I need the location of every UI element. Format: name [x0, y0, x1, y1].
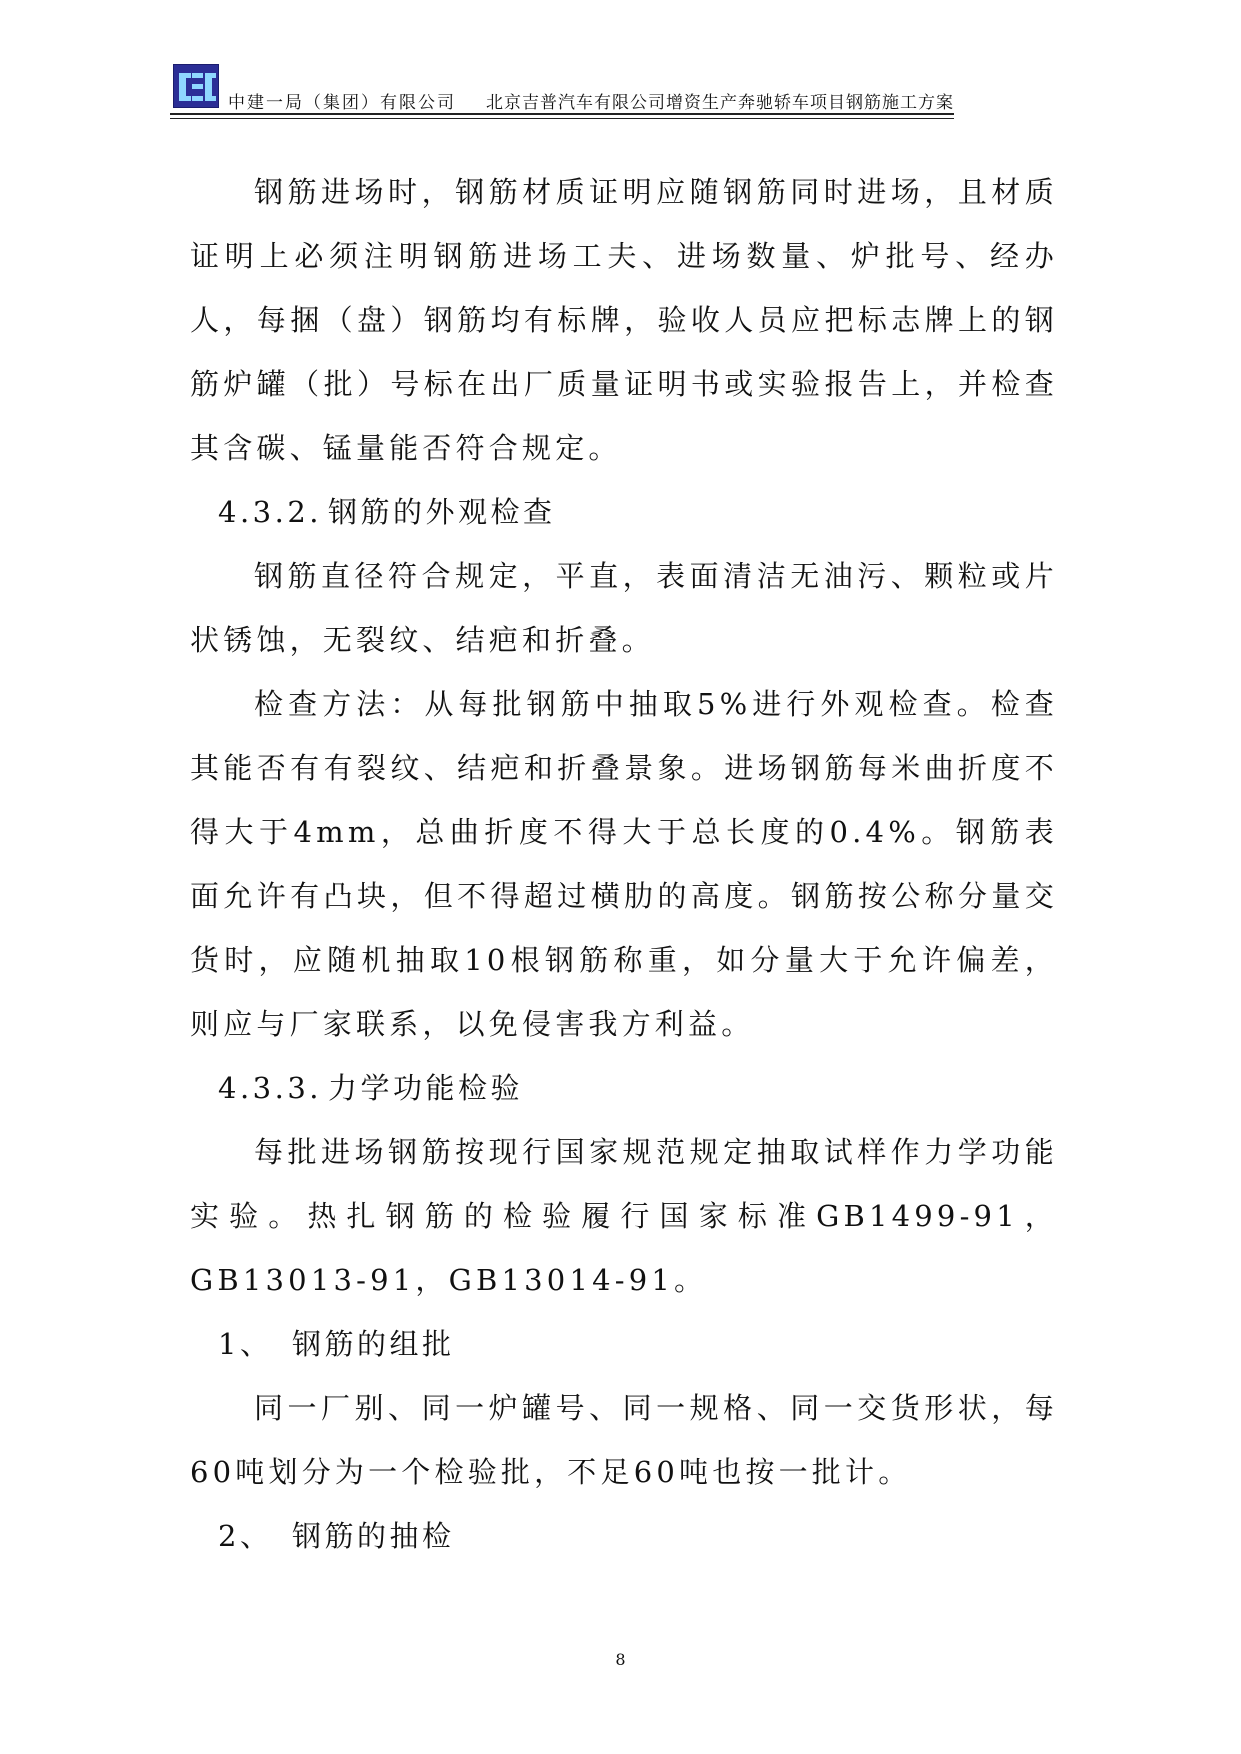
page-number: 8: [615, 1650, 626, 1669]
document-body: [190, 160, 1058, 1568]
header-project-title: 北京吉普汽车有限公司增资生产奔驰轿车项目钢筋施工方案: [486, 93, 954, 113]
paragraph-appearance-requirement: 钢筋直径符合规定，平直，表面清洁无油污、颗粒或片状锈蚀，无裂纹、结疤和折叠。: [190, 559, 1058, 657]
section-title: 钢筋的外观检查: [328, 495, 556, 529]
cscec-logo-icon: [173, 64, 219, 108]
list-item-number: 2、: [218, 1519, 273, 1553]
paragraph-material-certificate: 钢筋进场时，钢筋材质证明应随钢筋同时进场，且材质证明上必须注明钢筋进场工夫、进场数量、炉批号、经办人，每捆（盘）钢筋均有标牌，验收人员应把标志牌上的钢筋炉罐（批）号标在出厂质量证明书或实验报告上，并检查其含碳、锰量能否符合规定。: [190, 175, 1058, 465]
list-item-title: 钢筋的抽检: [292, 1519, 455, 1553]
list-item-number: 1、: [218, 1327, 273, 1361]
header-company: 中建一局（集团）有限公司: [228, 93, 456, 113]
paragraph-inspection-method: 检查方法：从每批钢筋中抽取5%进行外观检查。检查其能否有有裂纹、结疤和折叠景象。进场钢筋每米曲折度不得大于4mm，总曲折度不得大于总长度的0.4%。钢筋表面允许有凸块，但不得超过横肋的高度。钢筋按公称分量交货时，应随机抽取10根钢筋称重，如分量大于允许偏差，则应与厂家联系，以免侵害我方利益。: [190, 687, 1058, 1041]
list-item-heading-1: [190, 1312, 1058, 1376]
section-heading-4-3-3: [190, 1056, 1058, 1120]
page-header: [170, 62, 954, 112]
section-title: 力学功能检验: [328, 1071, 524, 1105]
list-item-title: 钢筋的组批: [292, 1327, 455, 1361]
section-number: 4.3.3.: [218, 1071, 323, 1105]
section-number: 4.3.2.: [218, 495, 323, 529]
paragraph-mechanical-test: 每批进场钢筋按现行国家规范规定抽取试样作力学功能实验。热扎钢筋的检验履行国家标准GB1499-91，GB13013-91，GB13014-91。: [190, 1135, 1058, 1297]
header-rule-thin: [170, 118, 954, 119]
header-rule-thick: [170, 113, 954, 115]
section-heading-4-3-2: [190, 480, 1058, 544]
paragraph-batching: 同一厂别、同一炉罐号、同一规格、同一交货形状，每60吨划分为一个检验批，不足60吨也按一批计。: [190, 1391, 1058, 1489]
list-item-heading-2: [190, 1504, 1058, 1568]
